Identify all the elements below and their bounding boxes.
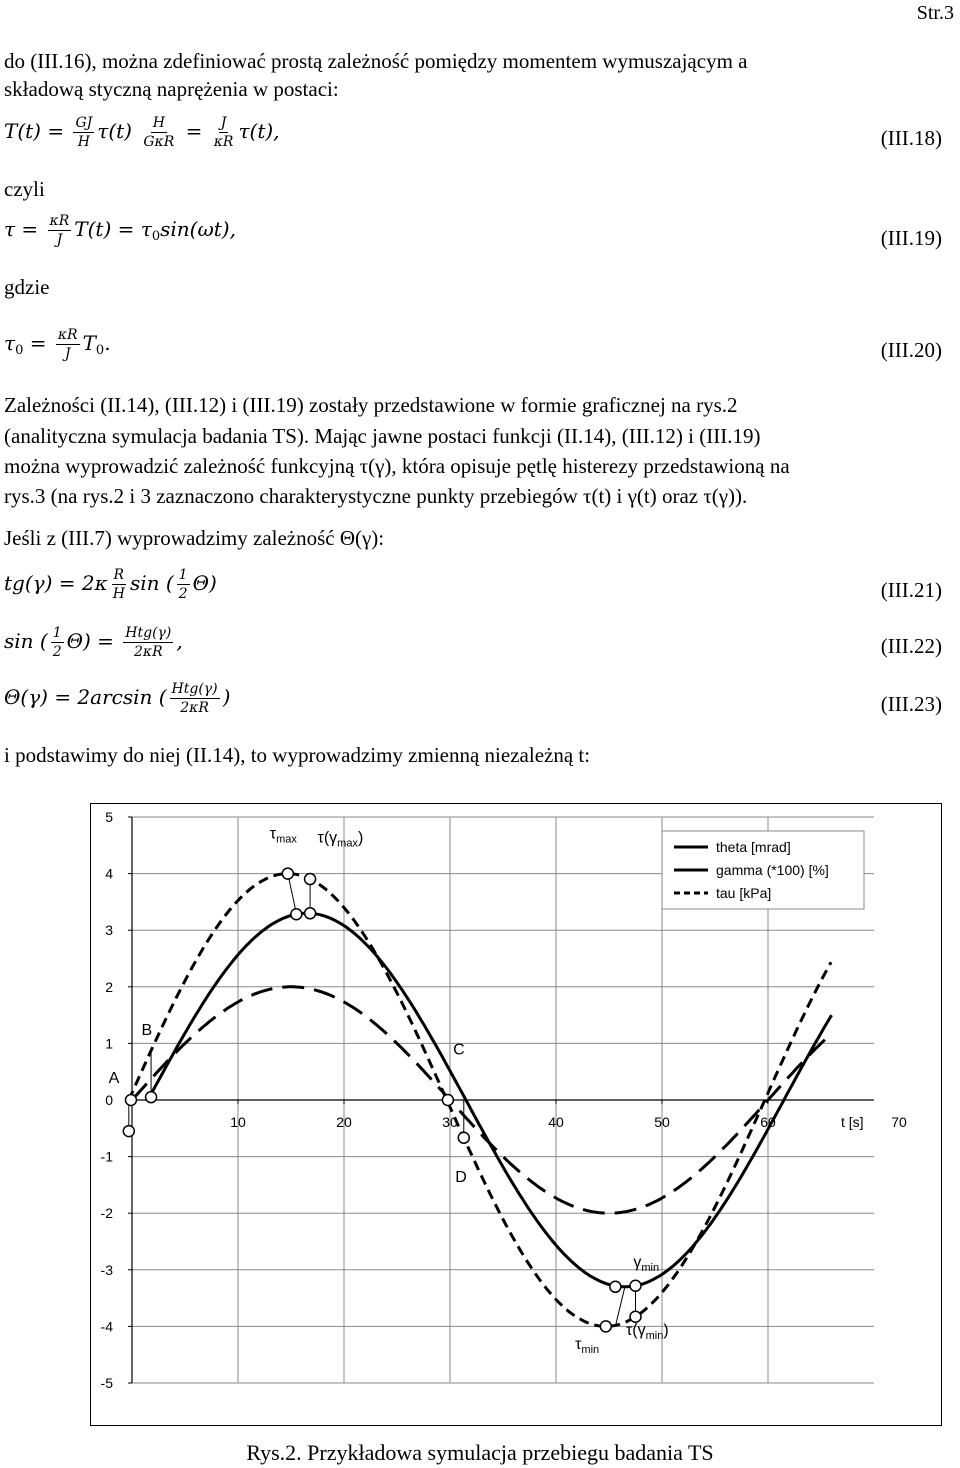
y-tick-label: -2 [100,1205,113,1222]
legend-label-2: tau [kPa] [716,885,772,901]
eq21-lhs: tg(γ) = 2κ [4,571,108,595]
x-tick-label: 60 [760,1114,776,1130]
label-a: A [108,1070,120,1088]
marker-theta-gamma-min [630,1280,641,1291]
eq22-frac1-num: 1 [52,625,62,641]
eq21-frac1-num: R [113,567,125,583]
equation-iii-18 [4,114,280,151]
equation-number-iii-19: (III.19) [880,226,942,250]
chart-frame [90,803,942,1426]
eq20-tail: T [82,331,96,355]
eq19-frac-den: J [56,232,63,248]
x-tick-label: 10 [230,1114,246,1130]
eq18-frac3-den: κR [213,134,234,150]
marker-tau-min [600,1321,611,1332]
eq20-frac-den: J [64,346,71,362]
equation-number-iii-20: (III.20) [880,338,942,362]
eq21-frac2-num: 1 [178,567,188,583]
marker-theta-at-taumax [291,909,302,920]
equation-iii-23 [4,680,230,717]
paragraph-results-line2: (analityczna symulacja badania TS). Mając jawne postaci funkcji (II.14), (III.12) i (III.19) [4,424,761,448]
label-tau-max: $\tau_{max}$ [269,825,297,846]
x-tick-label: 40 [548,1114,564,1130]
paragraph-substitution: i podstawimy do niej (II.14), to wyprowadzimy zmienną niezależną t: [4,743,591,767]
eq18-frac1-den: H [77,134,90,150]
eq20-lhs: τ [4,331,16,355]
eq20-frac-num: κR [57,327,78,343]
equation-iii-19 [4,212,236,249]
word-gdzie: gdzie [4,275,50,299]
equation-number-iii-18: (III.18) [880,126,942,150]
marker-c [442,1095,453,1106]
eq23-frac-den: 2κR [180,700,209,716]
eq18-mid2: = [179,119,209,143]
label-gamma-min: $\gamma_{min}$ [633,1253,660,1274]
eq21-tail: Θ) [192,571,217,595]
eq22-frac2-den: 2κR [134,644,163,660]
equation-iii-22 [4,624,183,661]
eq20-eq: = [23,331,53,355]
y-tick-label: 0 [105,1092,113,1108]
marker-tau-max [282,868,293,879]
legend-label-1: gamma (*100) [%] [716,862,829,878]
equation-number-iii-21: (III.21) [880,578,942,602]
y-tick-label: 3 [105,922,113,939]
eq22-mid: Θ) = [66,629,121,653]
paragraph-results-line1: Zależności (II.14), (III.12) i (III.19) zostały przedstawione w formie graficznej na rys.2 [4,393,738,417]
eq18-frac1-num: GJ [75,115,93,131]
x-axis-label: t [s] [841,1114,864,1130]
eq19-frac-num: κR [49,213,70,229]
eq20-end: . [104,331,111,355]
paragraph-intro-line1: do (III.16), można zdefiniować prostą zależność pomiędzy momentem wymuszającym a [4,49,748,73]
eq18-frac2-num: H [152,115,165,131]
word-czyli: czyli [4,177,45,201]
x-tick-label: 50 [654,1114,670,1130]
eq22-frac2-num: Htg(γ) [125,625,172,641]
eq19-lhs: τ = [4,217,45,241]
label-b: B [141,1021,153,1039]
eq19-tail2: sin(ωt), [160,217,236,241]
eq23-lhs: Θ(γ) = 2arcsin ( [4,685,167,709]
paragraph-results-line3: można wyprowadzić zależność funkcyjną τ(γ), która opisuje pętlę histerezy przedstawioną na [4,454,790,478]
eq22-frac1-den: 2 [52,644,62,660]
equation-number-iii-22: (III.22) [880,634,942,658]
eq21-frac1-den: H [112,586,125,602]
legend-label-0: theta [mrad] [716,839,791,855]
figure-caption: Rys.2. Przykładowa symulacja przebiegu badania TS [246,1440,714,1465]
marker-b [146,1092,157,1103]
paragraph-intro-line2: składową styczną naprężenia w postaci: [4,77,339,101]
eq22-lhs: sin ( [4,629,48,653]
y-tick-label: -3 [100,1261,113,1278]
eq21-frac2-den: 2 [178,586,188,602]
marker-tau-gamma-max [305,874,316,885]
eq18-tail: τ(t), [238,119,280,143]
eq18-frac3-num: J [220,115,227,131]
eq20-sub: 0 [15,343,24,358]
eq19-sub: 0 [151,229,161,244]
equation-number-iii-23: (III.23) [880,692,942,716]
label-tau-gamma-max: $\tau(\gamma_{max})$ [317,829,364,850]
eq19-tail: T(t) = τ [74,217,152,241]
page-number: Str.3 [916,2,954,24]
y-tick-label: -5 [100,1375,113,1391]
equation-iii-21 [4,566,217,603]
y-tick-label: -4 [100,1318,113,1335]
eq20-sub2: 0 [95,343,105,358]
paragraph-theta-gamma: Jeśli z (III.7) wyprowadzimy zależność Θ(γ): [4,526,385,550]
eq18-lhs: T(t) = [4,119,71,143]
eq21-mid: sin ( [129,571,174,595]
eq23-frac-num: Htg(γ) [171,681,218,697]
label-c: C [453,1041,465,1059]
marker-gamma-min [610,1281,621,1292]
x-tick-label: 30 [442,1114,458,1130]
x-tick-label: 70 [891,1114,907,1130]
y-tick-label: 2 [105,978,113,995]
eq18-mid1: τ(t) [97,119,139,143]
chart-plot [91,804,941,1425]
y-tick-label: 5 [105,809,113,825]
y-tick-label: 4 [105,865,113,882]
label-d: D [455,1169,467,1187]
marker-tau-gamma-min [630,1311,641,1322]
x-tick-label: 20 [336,1114,352,1130]
marker-a-low [123,1126,134,1137]
marker-a [125,1095,136,1106]
label-tau-gamma-min: $\tau(\gamma_{min})$ [625,1321,669,1342]
label-tau-min: $\tau_{min}$ [575,1336,600,1357]
paragraph-results-line4: rys.3 (na rys.2 i 3 zaznaczono charakterystyczne punkty przebiegów τ(t) i γ(t) oraz τ(γ)). [4,484,748,508]
eq22-tail: , [176,629,183,653]
eq23-tail: ) [222,685,231,709]
marker-theta-gamma-max [305,908,316,919]
eq18-frac2-den: GκR [143,134,175,150]
y-tick-label: -1 [100,1148,113,1165]
equation-iii-20 [4,326,111,363]
marker-d [458,1132,469,1143]
y-tick-label: 1 [105,1035,113,1052]
